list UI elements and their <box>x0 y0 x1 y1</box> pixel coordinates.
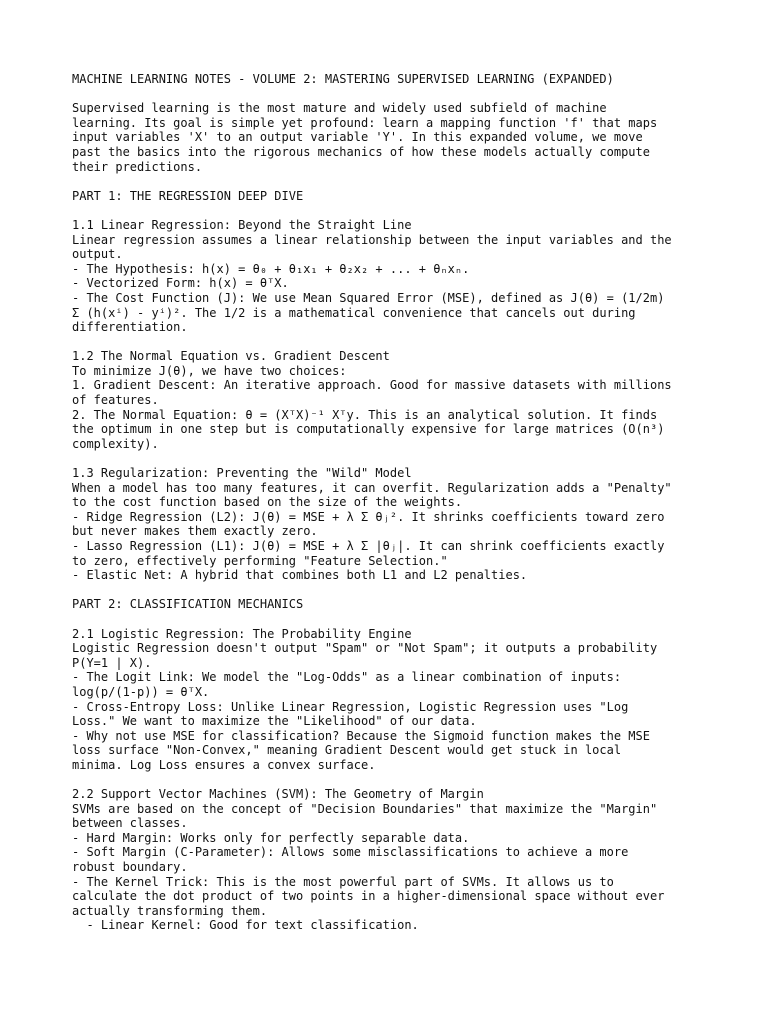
text-line: output. <box>72 247 123 262</box>
text-line: calculate the dot product of two points in a higher-dimensional space without ever <box>72 889 665 904</box>
text-line: between classes. <box>72 816 188 831</box>
text-line: - Vectorized Form: h(x) = θᵀX. <box>72 276 289 291</box>
section-2-2 <box>72 787 768 933</box>
text-line: to zero, effectively performing "Feature Selection." <box>72 553 448 568</box>
text-line: - The Kernel Trick: This is the most powerful part of SVMs. It allows us to <box>72 874 614 889</box>
section-1-1 <box>72 218 768 335</box>
part-1-heading: PART 1: THE REGRESSION DEEP DIVE <box>72 188 304 203</box>
section-heading: 1.2 The Normal Equation vs. Gradient Descent <box>72 349 390 364</box>
text-line: Supervised learning is the most mature and widely used subfield of machine <box>72 101 607 116</box>
text-line: of features. <box>72 393 159 408</box>
section-heading: 2.2 Support Vector Machines (SVM): The Geometry of Margin <box>72 787 484 802</box>
text-line: but never makes them exactly zero. <box>72 524 318 539</box>
text-line: - The Logit Link: We model the "Log-Odds" as a linear combination of inputs: <box>72 670 622 685</box>
text-line: actually transforming them. <box>72 903 268 918</box>
text-line: minima. Log Loss ensures a convex surface. <box>72 757 376 772</box>
text-line: - Soft Margin (C-Parameter): Allows some misclassifications to achieve a more <box>72 845 629 860</box>
text-line: 1. Gradient Descent: An iterative approach. Good for massive datasets with millions <box>72 378 672 393</box>
section-heading: 2.1 Logistic Regression: The Probability Engine <box>72 626 412 641</box>
section-heading: 1.3 Regularization: Preventing the "Wild" Model <box>72 466 412 481</box>
text-line: - The Hypothesis: h(x) = θ₀ + θ₁x₁ + θ₂x₂ + ... + θₙxₙ. <box>72 261 470 276</box>
text-line: Logistic Regression doesn't output "Spam" or "Not Spam"; it outputs a probability <box>72 641 658 656</box>
text-line: - Cross-Entropy Loss: Unlike Linear Regression, Logistic Regression uses "Log <box>72 699 629 714</box>
text-line: - Ridge Regression (L2): J(θ) = MSE + λ Σ θⱼ². It shrinks coefficients toward zero <box>72 509 665 524</box>
intro-paragraph <box>72 101 768 174</box>
section-1-2 <box>72 349 768 451</box>
text-line: When a model has too many features, it can overfit. Regularization adds a "Penalty" <box>72 480 672 495</box>
text-line: Σ (h(xⁱ) - yⁱ)². The 1/2 is a mathematical convenience that cancels out during <box>72 305 636 320</box>
text-line: - The Cost Function (J): We use Mean Squared Error (MSE), defined as J(θ) = (1/2m) <box>72 290 665 305</box>
text-line: - Elastic Net: A hybrid that combines both L1 and L2 penalties. <box>72 568 528 583</box>
text-line: the optimum in one step but is computationally expensive for large matrices (O(n³) <box>72 422 665 437</box>
part-1-heading-block <box>72 189 768 204</box>
section-heading: 1.1 Linear Regression: Beyond the Straight Line <box>72 217 412 232</box>
text-line: - Lasso Regression (L1): J(θ) = MSE + λ Σ |θⱼ|. It can shrink coefficients exactly <box>72 539 665 553</box>
text-line: P(Y=1 | X). <box>72 655 152 670</box>
section-1-3 <box>72 466 768 583</box>
text-line: past the basics into the rigorous mechanics of how these models actually compute <box>72 144 650 159</box>
text-line: loss surface "Non-Convex," meaning Gradient Descent would get stuck in local <box>72 743 622 758</box>
text-line: their predictions. <box>72 159 203 174</box>
text-line: 2. The Normal Equation: θ = (XᵀX)⁻¹ Xᵀy. This is an analytical solution. It finds <box>72 407 658 422</box>
text-line: Linear regression assumes a linear relationship between the input variables and the <box>72 232 672 247</box>
section-2-1 <box>72 627 768 773</box>
text-line: - Why not use MSE for classification? Because the Sigmoid function makes the MSE <box>72 728 650 743</box>
text-line: robust boundary. <box>72 860 188 875</box>
text-line: - Hard Margin: Works only for perfectly separable data. <box>72 830 470 845</box>
part-2-heading: PART 2: CLASSIFICATION MECHANICS <box>72 597 304 612</box>
text-line: complexity). <box>72 436 159 451</box>
text-line: differentiation. <box>72 320 188 335</box>
text-line: learning. Its goal is simple yet profound: learn a mapping function 'f' that maps <box>72 115 658 130</box>
text-line: To minimize J(θ), we have two choices: <box>72 363 347 378</box>
part-2-heading-block <box>72 597 768 612</box>
document-title: MACHINE LEARNING NOTES - VOLUME 2: MASTERING SUPERVISED LEARNING (EXPANDED) <box>72 72 614 86</box>
text-line: Loss." We want to maximize the "Likelihood" of our data. <box>72 714 477 729</box>
text-line: input variables 'X' to an output variable 'Y'. In this expanded volume, we move <box>72 130 643 145</box>
text-line: SVMs are based on the concept of "Decision Boundaries" that maximize the "Margin" <box>72 801 658 816</box>
text-line: - Linear Kernel: Good for text classification. <box>72 918 419 933</box>
document-title-block <box>72 72 768 87</box>
text-line: to the cost function based on the size of the weights. <box>72 495 463 510</box>
text-line: log(p/(1-p)) = θᵀX. <box>72 684 210 699</box>
